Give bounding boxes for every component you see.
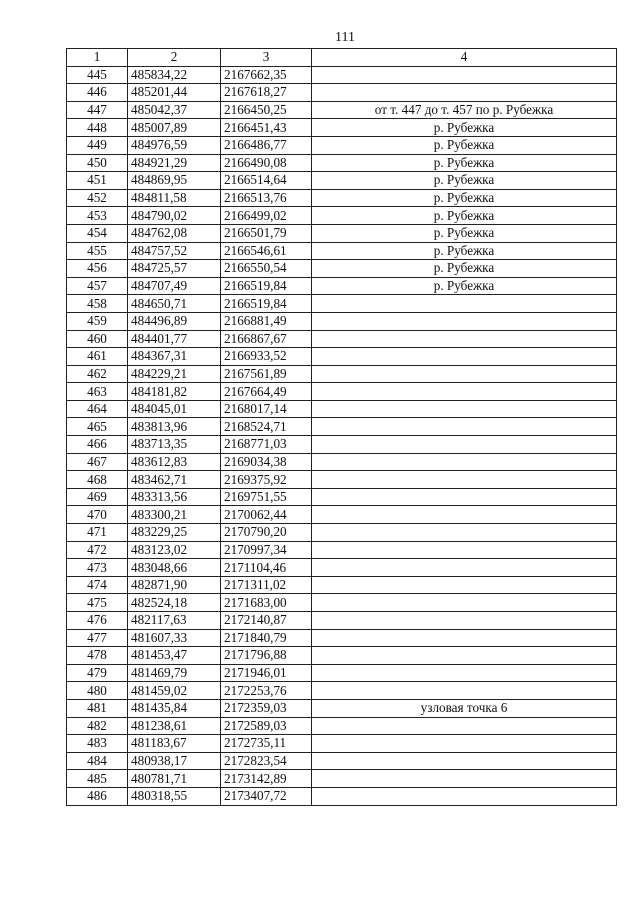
- description-cell: [312, 735, 617, 753]
- point-number-cell: 458: [67, 295, 128, 313]
- page-number: 111: [335, 30, 355, 45]
- y-coordinate-cell: 2172589,03: [221, 717, 312, 735]
- point-number-cell: 457: [67, 277, 128, 295]
- table-row: [67, 612, 617, 630]
- point-number-cell: 485: [67, 770, 128, 788]
- y-coordinate-cell: 2170790,20: [221, 524, 312, 542]
- x-coordinate-cell: 480938,17: [128, 752, 221, 770]
- table-row: [67, 559, 617, 577]
- description-cell: [312, 682, 617, 700]
- point-number-cell: 454: [67, 224, 128, 242]
- y-coordinate-cell: 2171683,00: [221, 594, 312, 612]
- table-row: [67, 453, 617, 471]
- y-coordinate-cell: 2168524,71: [221, 418, 312, 436]
- y-coordinate-cell: 2166501,79: [221, 224, 312, 242]
- description-cell: [312, 629, 617, 647]
- point-number-cell: 453: [67, 207, 128, 225]
- x-coordinate-cell: 485201,44: [128, 84, 221, 102]
- table-row: [67, 471, 617, 489]
- y-coordinate-cell: 2166514,64: [221, 172, 312, 190]
- x-coordinate-cell: 484757,52: [128, 242, 221, 260]
- description-cell: [312, 400, 617, 418]
- x-coordinate-cell: 482117,63: [128, 612, 221, 630]
- x-coordinate-cell: 484401,77: [128, 330, 221, 348]
- point-number-cell: 483: [67, 735, 128, 753]
- point-number-cell: 452: [67, 189, 128, 207]
- description-cell: [312, 787, 617, 805]
- table-row: [67, 207, 617, 225]
- table-row: [67, 365, 617, 383]
- table-row: [67, 312, 617, 330]
- x-coordinate-cell: 482524,18: [128, 594, 221, 612]
- y-coordinate-cell: 2166451,43: [221, 119, 312, 137]
- table-row: [67, 84, 617, 102]
- point-number-cell: 445: [67, 66, 128, 84]
- x-coordinate-cell: 483462,71: [128, 471, 221, 489]
- x-coordinate-cell: 483300,21: [128, 506, 221, 524]
- y-coordinate-cell: 2167618,27: [221, 84, 312, 102]
- description-cell: р. Рубежка: [312, 119, 617, 137]
- description-cell: [312, 488, 617, 506]
- description-cell: [312, 612, 617, 630]
- x-coordinate-cell: 484976,59: [128, 136, 221, 154]
- table-row: [67, 172, 617, 190]
- y-coordinate-cell: 2170062,44: [221, 506, 312, 524]
- x-coordinate-cell: 482871,90: [128, 576, 221, 594]
- point-number-cell: 466: [67, 436, 128, 454]
- table-row: [67, 189, 617, 207]
- point-number-cell: 447: [67, 101, 128, 119]
- y-coordinate-cell: 2171311,02: [221, 576, 312, 594]
- table-row: [67, 330, 617, 348]
- description-cell: [312, 524, 617, 542]
- description-cell: [312, 647, 617, 665]
- y-coordinate-cell: 2171840,79: [221, 629, 312, 647]
- description-cell: р. Рубежка: [312, 242, 617, 260]
- y-coordinate-cell: 2170997,34: [221, 541, 312, 559]
- description-cell: [312, 541, 617, 559]
- y-coordinate-cell: 2166881,49: [221, 312, 312, 330]
- x-coordinate-cell: 481238,61: [128, 717, 221, 735]
- point-number-cell: 480: [67, 682, 128, 700]
- table-row: [67, 154, 617, 172]
- description-cell: [312, 365, 617, 383]
- y-coordinate-cell: 2172140,87: [221, 612, 312, 630]
- point-number-cell: 479: [67, 664, 128, 682]
- description-cell: р. Рубежка: [312, 154, 617, 172]
- x-coordinate-cell: 484650,71: [128, 295, 221, 313]
- x-coordinate-cell: 483612,83: [128, 453, 221, 471]
- y-coordinate-cell: 2166499,02: [221, 207, 312, 225]
- table-row: [67, 224, 617, 242]
- column-header-point: 1: [67, 49, 128, 67]
- table-row: [67, 383, 617, 401]
- description-cell: р. Рубежка: [312, 260, 617, 278]
- description-cell: [312, 436, 617, 454]
- table-row: [67, 770, 617, 788]
- table-row: [67, 66, 617, 84]
- y-coordinate-cell: 2166513,76: [221, 189, 312, 207]
- description-cell: [312, 453, 617, 471]
- y-coordinate-cell: 2166867,67: [221, 330, 312, 348]
- x-coordinate-cell: 484045,01: [128, 400, 221, 418]
- point-number-cell: 456: [67, 260, 128, 278]
- point-number-cell: 448: [67, 119, 128, 137]
- description-cell: [312, 66, 617, 84]
- description-cell: [312, 84, 617, 102]
- point-number-cell: 460: [67, 330, 128, 348]
- x-coordinate-cell: 480781,71: [128, 770, 221, 788]
- point-number-cell: 475: [67, 594, 128, 612]
- x-coordinate-cell: 483313,56: [128, 488, 221, 506]
- x-coordinate-cell: 483048,66: [128, 559, 221, 577]
- x-coordinate-cell: 481469,79: [128, 664, 221, 682]
- description-cell: [312, 717, 617, 735]
- point-number-cell: 476: [67, 612, 128, 630]
- x-coordinate-cell: 484229,21: [128, 365, 221, 383]
- x-coordinate-cell: 483229,25: [128, 524, 221, 542]
- y-coordinate-cell: 2168771,03: [221, 436, 312, 454]
- description-cell: [312, 330, 617, 348]
- table-row: [67, 348, 617, 366]
- description-cell: р. Рубежка: [312, 277, 617, 295]
- y-coordinate-cell: 2171796,88: [221, 647, 312, 665]
- y-coordinate-cell: 2172253,76: [221, 682, 312, 700]
- description-cell: [312, 594, 617, 612]
- x-coordinate-cell: 484707,49: [128, 277, 221, 295]
- table-header-row: [67, 49, 617, 67]
- y-coordinate-cell: 2172359,03: [221, 699, 312, 717]
- x-coordinate-cell: 485834,22: [128, 66, 221, 84]
- table-row: [67, 787, 617, 805]
- description-cell: [312, 295, 617, 313]
- description-cell: [312, 559, 617, 577]
- y-coordinate-cell: 2171104,46: [221, 559, 312, 577]
- table-row: [67, 506, 617, 524]
- description-cell: [312, 471, 617, 489]
- point-number-cell: 450: [67, 154, 128, 172]
- x-coordinate-cell: 484811,58: [128, 189, 221, 207]
- table-row: [67, 295, 617, 313]
- point-number-cell: 486: [67, 787, 128, 805]
- point-number-cell: 482: [67, 717, 128, 735]
- description-cell: [312, 506, 617, 524]
- table-row: [67, 277, 617, 295]
- y-coordinate-cell: 2166519,84: [221, 295, 312, 313]
- description-cell: [312, 770, 617, 788]
- y-coordinate-cell: 2173407,72: [221, 787, 312, 805]
- table-row: [67, 682, 617, 700]
- table-row: [67, 717, 617, 735]
- table-row: [67, 400, 617, 418]
- description-cell: р. Рубежка: [312, 136, 617, 154]
- x-coordinate-cell: 484762,08: [128, 224, 221, 242]
- point-number-cell: 451: [67, 172, 128, 190]
- x-coordinate-cell: 485007,89: [128, 119, 221, 137]
- description-cell: р. Рубежка: [312, 207, 617, 225]
- y-coordinate-cell: 2166450,25: [221, 101, 312, 119]
- y-coordinate-cell: 2166486,77: [221, 136, 312, 154]
- table-row: [67, 418, 617, 436]
- y-coordinate-cell: 2166550,54: [221, 260, 312, 278]
- x-coordinate-cell: 483123,02: [128, 541, 221, 559]
- table-row: [67, 488, 617, 506]
- point-number-cell: 464: [67, 400, 128, 418]
- point-number-cell: 449: [67, 136, 128, 154]
- y-coordinate-cell: 2166546,61: [221, 242, 312, 260]
- x-coordinate-cell: 484181,82: [128, 383, 221, 401]
- description-cell: р. Рубежка: [312, 172, 617, 190]
- column-header-description: 4: [312, 49, 617, 67]
- table-row: [67, 541, 617, 559]
- description-cell: [312, 312, 617, 330]
- point-number-cell: 471: [67, 524, 128, 542]
- point-number-cell: 461: [67, 348, 128, 366]
- table-row: [67, 242, 617, 260]
- y-coordinate-cell: 2171946,01: [221, 664, 312, 682]
- table-row: [67, 664, 617, 682]
- table-row: [67, 647, 617, 665]
- table-row: [67, 629, 617, 647]
- point-number-cell: 468: [67, 471, 128, 489]
- description-cell: р. Рубежка: [312, 224, 617, 242]
- table-row: [67, 594, 617, 612]
- description-cell: от т. 447 до т. 457 по р. Рубежка: [312, 101, 617, 119]
- x-coordinate-cell: 484869,95: [128, 172, 221, 190]
- point-number-cell: 467: [67, 453, 128, 471]
- x-coordinate-cell: 485042,37: [128, 101, 221, 119]
- point-number-cell: 470: [67, 506, 128, 524]
- x-coordinate-cell: 484367,31: [128, 348, 221, 366]
- description-cell: [312, 418, 617, 436]
- point-number-cell: 477: [67, 629, 128, 647]
- description-cell: р. Рубежка: [312, 189, 617, 207]
- description-cell: [312, 664, 617, 682]
- coordinates-table: [66, 48, 617, 806]
- point-number-cell: 478: [67, 647, 128, 665]
- point-number-cell: 463: [67, 383, 128, 401]
- x-coordinate-cell: 484921,29: [128, 154, 221, 172]
- x-coordinate-cell: 481607,33: [128, 629, 221, 647]
- y-coordinate-cell: 2167664,49: [221, 383, 312, 401]
- y-coordinate-cell: 2173142,89: [221, 770, 312, 788]
- y-coordinate-cell: 2169375,92: [221, 471, 312, 489]
- description-cell: [312, 752, 617, 770]
- y-coordinate-cell: 2166490,08: [221, 154, 312, 172]
- table-row: [67, 752, 617, 770]
- point-number-cell: 462: [67, 365, 128, 383]
- table-row: [67, 524, 617, 542]
- table-row: [67, 101, 617, 119]
- table-row: [67, 436, 617, 454]
- x-coordinate-cell: 483713,35: [128, 436, 221, 454]
- table-row: [67, 576, 617, 594]
- table-row: [67, 699, 617, 717]
- y-coordinate-cell: 2167662,35: [221, 66, 312, 84]
- y-coordinate-cell: 2172823,54: [221, 752, 312, 770]
- x-coordinate-cell: 480318,55: [128, 787, 221, 805]
- y-coordinate-cell: 2168017,14: [221, 400, 312, 418]
- table-body: [67, 66, 617, 805]
- x-coordinate-cell: 484790,02: [128, 207, 221, 225]
- point-number-cell: 446: [67, 84, 128, 102]
- table-row: [67, 735, 617, 753]
- description-cell: [312, 348, 617, 366]
- point-number-cell: 484: [67, 752, 128, 770]
- table-row: [67, 260, 617, 278]
- point-number-cell: 465: [67, 418, 128, 436]
- point-number-cell: 472: [67, 541, 128, 559]
- point-number-cell: 474: [67, 576, 128, 594]
- y-coordinate-cell: 2172735,11: [221, 735, 312, 753]
- column-header-y: 3: [221, 49, 312, 67]
- y-coordinate-cell: 2166519,84: [221, 277, 312, 295]
- table-row: [67, 136, 617, 154]
- y-coordinate-cell: 2169751,55: [221, 488, 312, 506]
- description-cell: [312, 383, 617, 401]
- point-number-cell: 481: [67, 699, 128, 717]
- x-coordinate-cell: 484496,89: [128, 312, 221, 330]
- y-coordinate-cell: 2166933,52: [221, 348, 312, 366]
- x-coordinate-cell: 481459,02: [128, 682, 221, 700]
- point-number-cell: 473: [67, 559, 128, 577]
- point-number-cell: 459: [67, 312, 128, 330]
- x-coordinate-cell: 481435,84: [128, 699, 221, 717]
- x-coordinate-cell: 483813,96: [128, 418, 221, 436]
- y-coordinate-cell: 2167561,89: [221, 365, 312, 383]
- point-number-cell: 455: [67, 242, 128, 260]
- description-cell: узловая точка 6: [312, 699, 617, 717]
- table-row: [67, 119, 617, 137]
- y-coordinate-cell: 2169034,38: [221, 453, 312, 471]
- description-cell: [312, 576, 617, 594]
- x-coordinate-cell: 481183,67: [128, 735, 221, 753]
- column-header-x: 2: [128, 49, 221, 67]
- x-coordinate-cell: 481453,47: [128, 647, 221, 665]
- x-coordinate-cell: 484725,57: [128, 260, 221, 278]
- point-number-cell: 469: [67, 488, 128, 506]
